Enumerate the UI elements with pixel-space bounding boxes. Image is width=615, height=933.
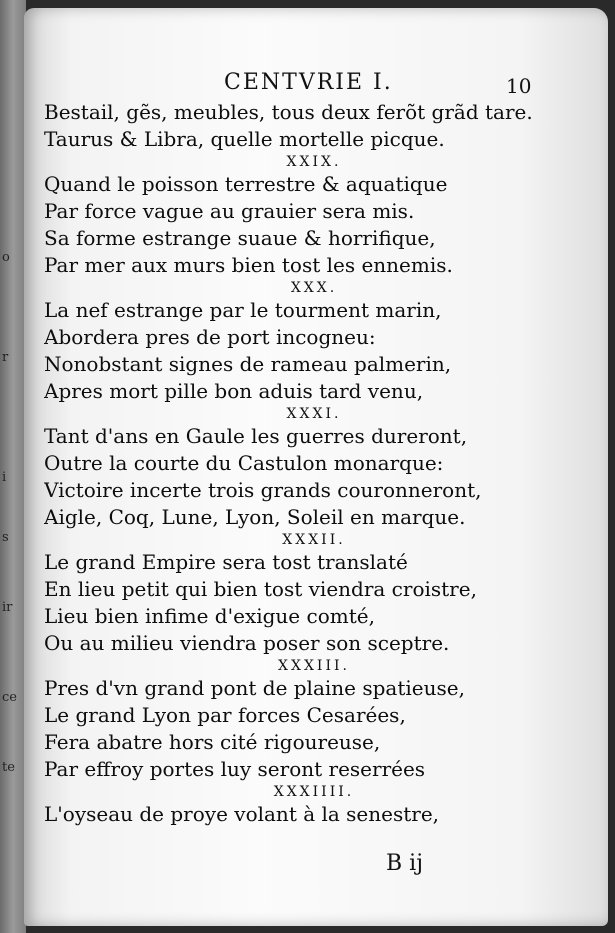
left-page-fragment: s bbox=[2, 530, 9, 545]
left-page-fragment: i bbox=[2, 470, 7, 485]
verse-line: Quand le poisson terrestre & aquatique bbox=[44, 172, 448, 196]
verse-line: Fera abatre hors cité rigoureuse, bbox=[44, 730, 381, 754]
left-page-fragment: ce bbox=[2, 690, 17, 705]
verse-line: Pres d'vn grand pont de plaine spatieuse, bbox=[44, 676, 465, 700]
verse-line: Taurus & Libra, quelle mortelle picque. bbox=[44, 127, 445, 151]
verse-line: Le grand Lyon par forces Cesarées, bbox=[44, 703, 406, 727]
quatrain-number: XXXIIII. bbox=[273, 784, 355, 800]
book-binding bbox=[0, 0, 26, 933]
signature-mark: B ij bbox=[386, 851, 424, 876]
verse-line: Aigle, Coq, Lune, Lyon, Soleil en marque. bbox=[44, 505, 466, 529]
verse-line: Abordera pres de port incogneu: bbox=[44, 325, 376, 349]
verse-line: En lieu petit qui bien tost viendra croistre, bbox=[44, 577, 477, 601]
left-page-fragment: ir bbox=[2, 600, 13, 615]
verse-line: Par force vague au grauier sera mis. bbox=[44, 199, 415, 223]
left-page-fragment: te bbox=[2, 760, 15, 775]
running-head: CENTVRIE I. bbox=[224, 70, 393, 95]
quatrain-number: XXIX. bbox=[286, 154, 342, 170]
quatrain-number: XXXII. bbox=[282, 532, 346, 548]
verse-line: Victoire incerte trois grands couronneront, bbox=[44, 478, 482, 502]
verse-line: Apres mort pille bon aduis tard venu, bbox=[44, 379, 424, 403]
quatrain-number: XXXIII. bbox=[278, 658, 350, 674]
verse-line: Par effroy portes luy seront reserrées bbox=[44, 757, 426, 781]
book-page bbox=[24, 8, 608, 926]
verse-line: Par mer aux murs bien tost les ennemis. bbox=[44, 253, 453, 277]
verse-line: Lieu bien infime d'exigue comté, bbox=[44, 604, 375, 628]
verse-line: Sa forme estrange suaue & horrifique, bbox=[44, 226, 436, 250]
verse-line: Nonobstant signes de rameau palmerin, bbox=[44, 352, 452, 376]
quatrain-number: XXX. bbox=[290, 280, 338, 296]
verse-line: L'oyseau de proye volant à la senestre, bbox=[44, 802, 440, 826]
verse-line: Le grand Empire sera tost translaté bbox=[44, 550, 408, 574]
page-header bbox=[24, 70, 608, 100]
left-page-fragment: o bbox=[2, 250, 10, 265]
page-number: 10 bbox=[506, 74, 532, 98]
left-page-fragment: r bbox=[2, 350, 9, 365]
quatrain-number: XXXI. bbox=[286, 406, 342, 422]
verse-line: Tant d'ans en Gaule les guerres dureront, bbox=[44, 424, 468, 448]
verse-line: Bestail, gẽs, meubles, tous deux ferõt grãd tare. bbox=[44, 100, 533, 124]
quatrain-text bbox=[44, 99, 584, 828]
verse-line: Outre la courte du Castulon monarque: bbox=[44, 451, 444, 475]
verse-line: Ou au milieu viendra poser son sceptre. bbox=[44, 631, 450, 655]
verse-line: La nef estrange par le tourment marin, bbox=[44, 298, 442, 322]
